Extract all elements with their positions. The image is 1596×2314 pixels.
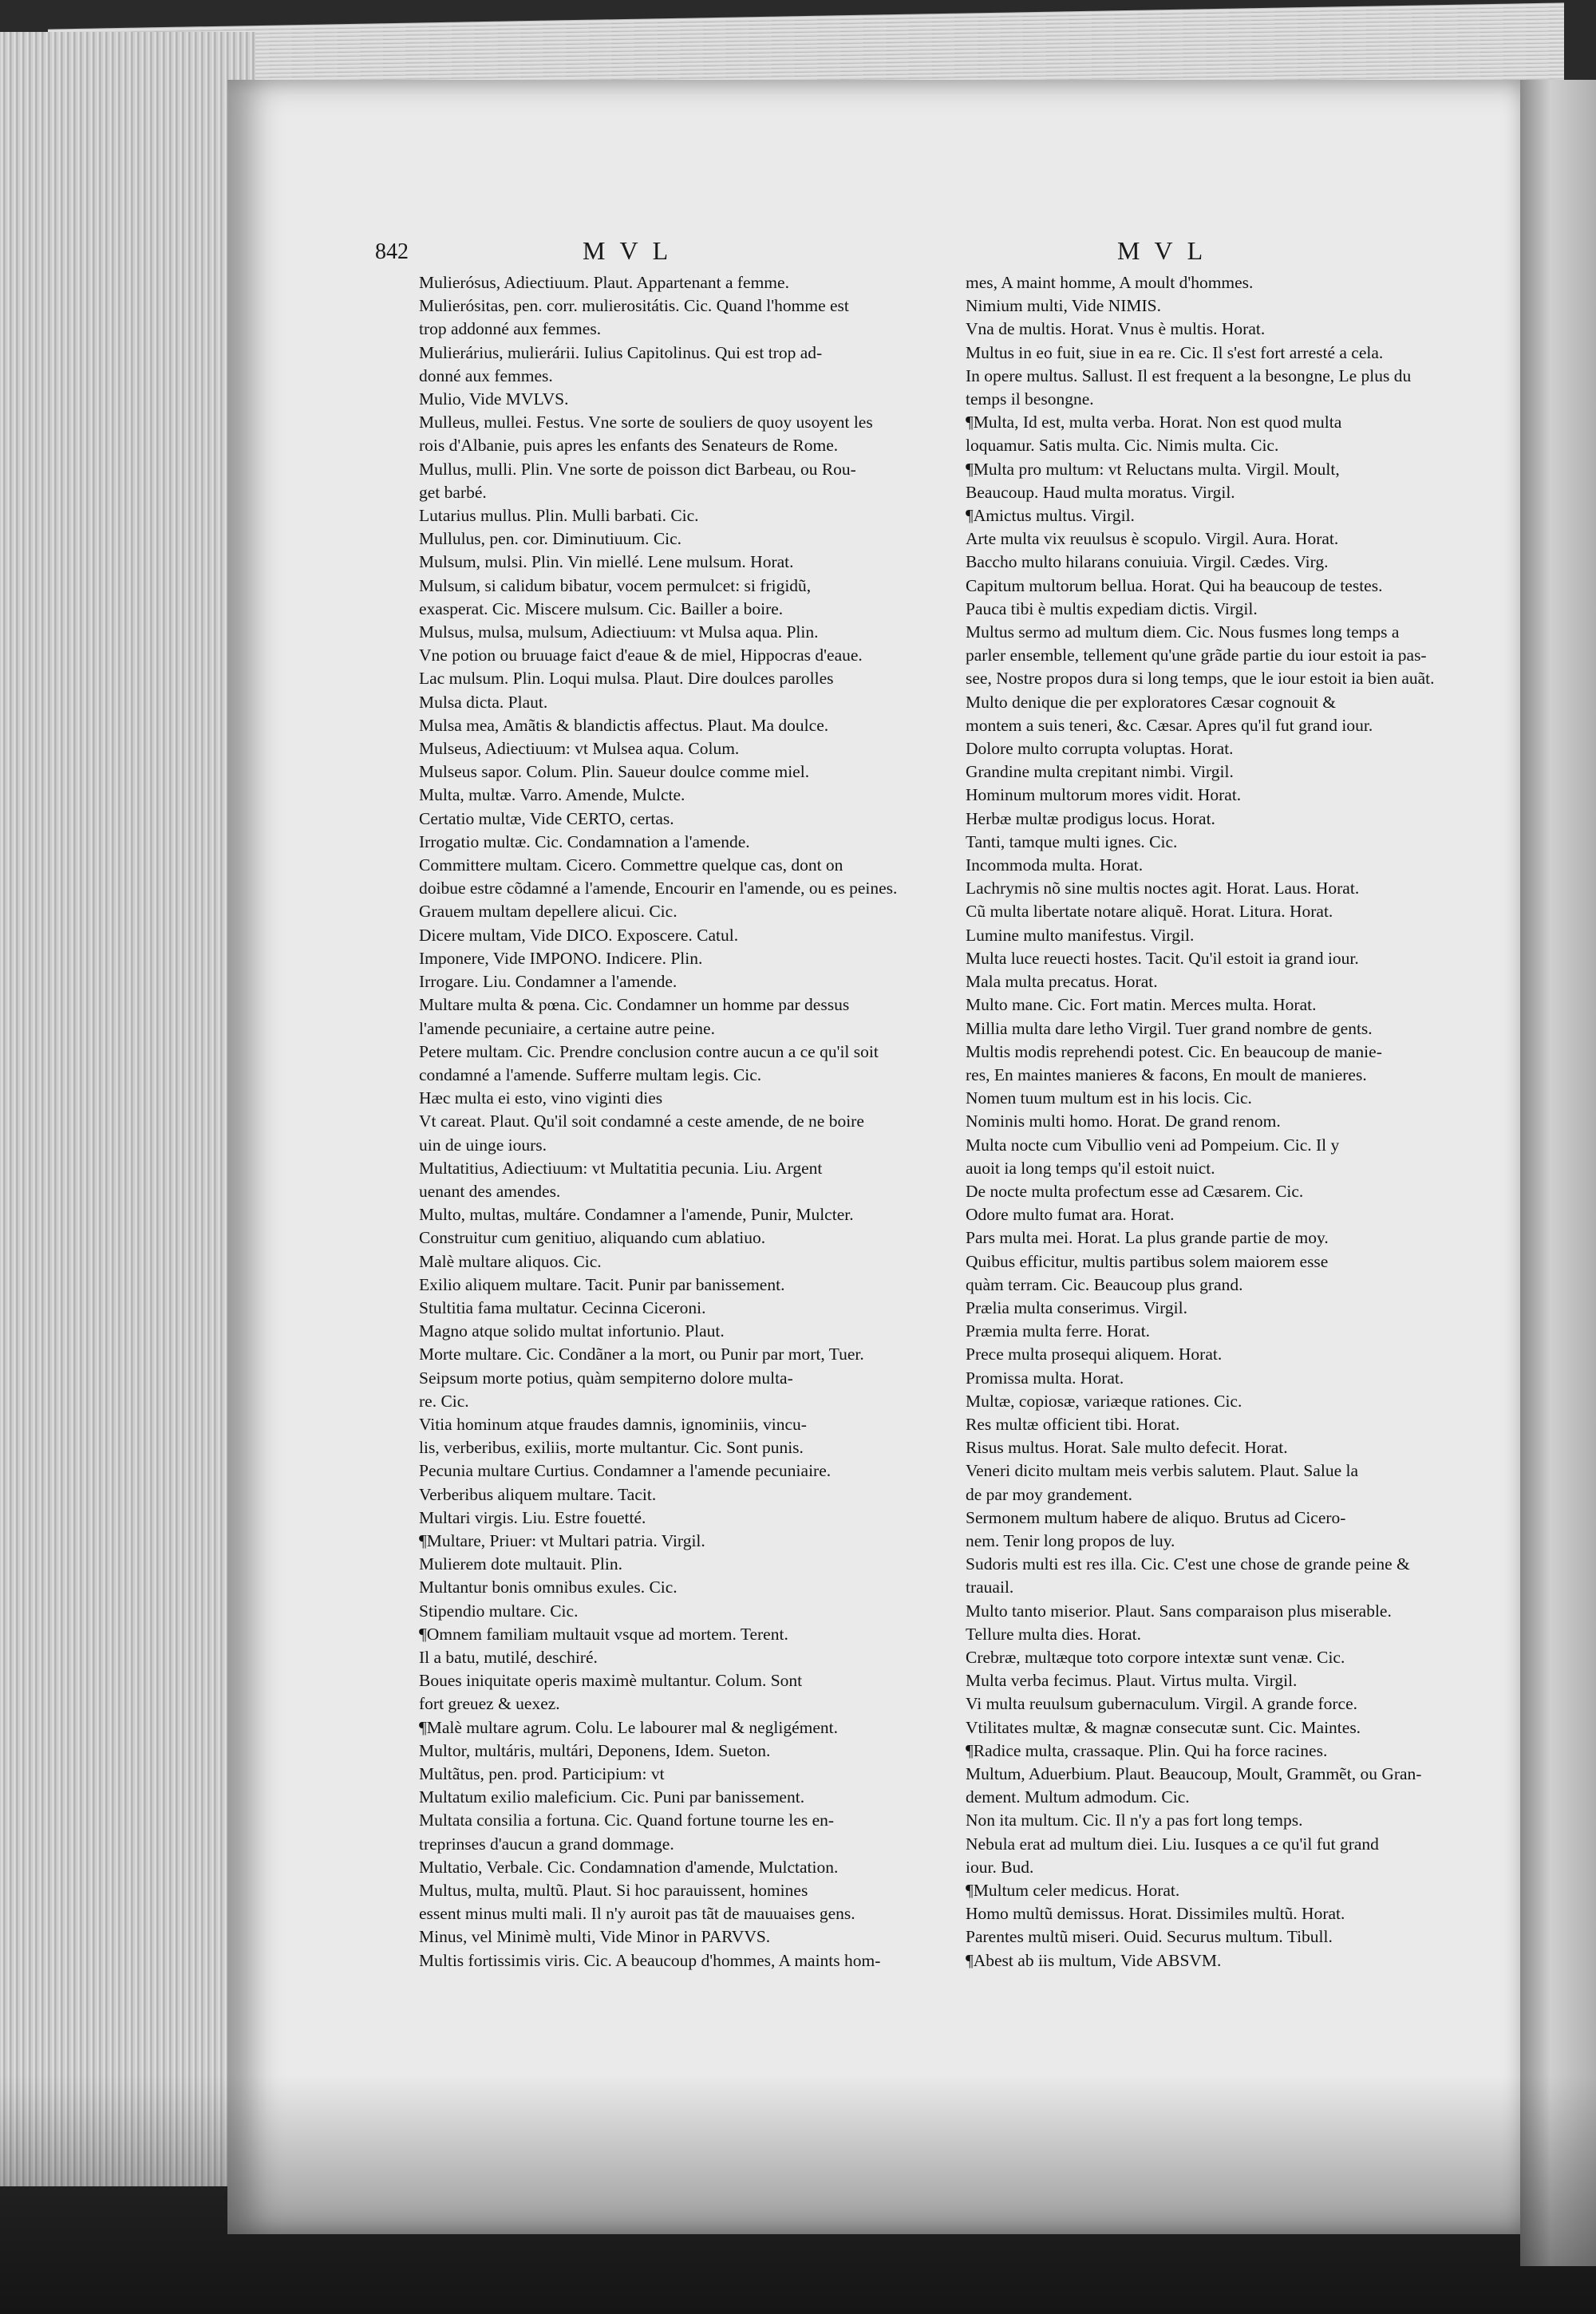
dictionary-line: Morte multare. Cic. Condãner a la mort, ou Punir par mort, Tuer. — [419, 1345, 864, 1364]
dictionary-line: Mulierósitas, pen. corr. mulierositátis. Cic. Quand l'homme est — [419, 296, 849, 316]
dictionary-line: Multa nocte cum Vibullio veni ad Pompeium. Cic. Il y — [966, 1135, 1340, 1155]
dictionary-line: Seipsum morte potius, quàm sempiterno dolore multa- — [419, 1368, 793, 1388]
dictionary-line: Multis fortissimis viris. Cic. A beaucoup d'hommes, A maints hom- — [419, 1950, 881, 1970]
dictionary-line: treprinses d'aucun a grand dommage. — [419, 1834, 674, 1854]
dictionary-line: Homo multũ demissus. Horat. Dissimiles multũ. Horat. — [966, 1904, 1345, 1924]
dictionary-line: condamné a l'amende. Sufferre multam legis. Cic. — [419, 1064, 762, 1084]
dictionary-line: De nocte multa profectum esse ad Cæsarem. Cic. — [966, 1181, 1304, 1201]
dictionary-line: Herbæ multæ prodigus locus. Horat. — [966, 808, 1215, 828]
dictionary-line: fort greuez & uexez. — [419, 1694, 560, 1714]
dictionary-line: Mulsus, mulsa, mulsum, Adiectiuum: vt Mulsa aqua. Plin. — [419, 622, 819, 642]
dictionary-line: doibue estre cõdamné a l'amende, Encourir en l'amende, ou es peines. — [419, 879, 898, 898]
dictionary-line: ¶Multare, Priuer: vt Multari patria. Virgil. — [419, 1530, 705, 1550]
dictionary-line: Lachrymis nõ sine multis noctes agit. Horat. Laus. Horat. — [966, 879, 1360, 898]
dictionary-line: ¶Amictus multus. Virgil. — [966, 506, 1135, 526]
dictionary-line: Boues iniquitate operis maximè multantur. Colum. Sont — [419, 1671, 803, 1691]
dictionary-line: Multus, multa, multũ. Plaut. Si hoc parauissent, homines — [419, 1881, 808, 1901]
dictionary-line: Construitur cum genitiuo, aliquando cum ablatiuo. — [419, 1228, 766, 1248]
dictionary-line: re. Cic. — [419, 1391, 469, 1411]
dictionary-line: Multus sermo ad multum diem. Cic. Nous fusmes long temps a — [966, 622, 1400, 642]
dictionary-line: Pars multa mei. Horat. La plus grande partie de moy. — [966, 1228, 1329, 1248]
dictionary-line: Parentes multũ miseri. Ouid. Securus multum. Tibull. — [966, 1927, 1333, 1947]
dictionary-line: Irrogare. Liu. Condamner a l'amende. — [419, 972, 678, 992]
dictionary-line: dement. Multum admodum. Cic. — [966, 1787, 1190, 1807]
dictionary-line: Capitum multorum bellua. Horat. Qui ha beaucoup de testes. — [966, 575, 1383, 595]
book-page-edges — [0, 32, 255, 2186]
dictionary-line: Mulsa dicta. Plaut. — [419, 692, 548, 712]
bottom-shadow — [0, 2075, 1596, 2314]
dictionary-line: Multo, multas, multáre. Condamner a l'amende, Punir, Mulcter. — [419, 1205, 854, 1225]
dictionary-line: Cũ multa libertate notare aliquẽ. Horat. Litura. Horat. — [966, 902, 1333, 922]
dictionary-line: Promissa multa. Horat. — [966, 1368, 1124, 1388]
dictionary-line: Minus, vel Minimè multi, Vide Minor in PARVVS. — [419, 1927, 771, 1947]
dictionary-line: Crebræ, multæque toto corpore intextæ sunt venæ. Cic. — [966, 1647, 1345, 1667]
dictionary-line: Mulsum, mulsi. Plin. Vin miellé. Lene mulsum. Horat. — [419, 552, 794, 572]
dictionary-line: Multum, Aduerbium. Plaut. Beaucoup, Moult, Grammẽt, ou Gran- — [966, 1764, 1422, 1783]
dictionary-line: ¶Multa pro multum: vt Reluctans multa. Virgil. Moult, — [966, 459, 1340, 479]
dictionary-line: Mulsum, si calidum bibatur, vocem permulcet: si frigidũ, — [419, 575, 812, 595]
dictionary-line: Multæ, copiosæ, variæque rationes. Cic. — [966, 1391, 1242, 1411]
running-head-right: MVL — [1117, 236, 1218, 265]
dictionary-line: Multus in eo fuit, siue in ea re. Cic. Il s'est fort arresté a cela. — [966, 342, 1384, 362]
dictionary-line: Pecunia multare Curtius. Condamner a l'amende pecuniaire. — [419, 1461, 832, 1481]
running-head-left: MVL — [583, 236, 683, 265]
dictionary-line: Dicere multam, Vide DICO. Exposcere. Catul. — [419, 925, 739, 945]
dictionary-line: ¶Omnem familiam multauit vsque ad mortem. Terent. — [419, 1624, 788, 1644]
dictionary-line: see, Nostre propos dura si long temps, que le iour estoit ia bien auãt. — [966, 669, 1435, 689]
dictionary-line: montem a suis teneri, &c. Cæsar. Apres qu'il fut grand iour. — [966, 715, 1373, 735]
dictionary-line: Malè multare aliquos. Cic. — [419, 1251, 602, 1271]
dictionary-line: Mulseus sapor. Colum. Plin. Saueur doulce comme miel. — [419, 762, 810, 782]
right-column — [966, 271, 1468, 1972]
dictionary-line: Petere multam. Cic. Prendre conclusion contre aucun a ce qu'il soit — [419, 1041, 879, 1061]
dictionary-line: ¶Malè multare agrum. Colu. Le labourer mal & negligément. — [419, 1717, 838, 1737]
dictionary-line: donné aux femmes. — [419, 365, 553, 385]
dictionary-line: Vi multa reuulsum gubernaculum. Virgil. A grande force. — [966, 1694, 1358, 1714]
dictionary-line: Stipendio multare. Cic. — [419, 1601, 579, 1621]
dictionary-line: parler ensemble, tellement qu'une grãde partie du iour estoit ia pas- — [966, 646, 1427, 665]
dictionary-line: temps il besongne. — [966, 389, 1094, 409]
dictionary-line: Nominis multi homo. Horat. De grand renom. — [966, 1112, 1281, 1131]
dictionary-line: Quibus efficitur, multis partibus solem maiorem esse — [966, 1251, 1329, 1271]
dictionary-line: Nomen tuum multum est in his locis. Cic. — [966, 1088, 1252, 1108]
dictionary-line: mes, A maint homme, A moult d'hommes. — [966, 273, 1254, 292]
dictionary-line: trauail. — [966, 1578, 1014, 1597]
dictionary-line: l'amende pecuniaire, a certaine autre peine. — [419, 1018, 715, 1038]
dictionary-line: Multari virgis. Liu. Estre fouetté. — [419, 1507, 646, 1527]
dictionary-line: Mullulus, pen. cor. Diminutiuum. Cic. — [419, 529, 682, 549]
page-number: 842 — [375, 239, 409, 264]
dictionary-line: Committere multam. Cicero. Commettre quelque cas, dont on — [419, 855, 843, 875]
dictionary-line: Sudoris multi est res illa. Cic. C'est une chose de grande peine & — [966, 1554, 1410, 1574]
dictionary-line: Dolore multo corrupta voluptas. Horat. — [966, 739, 1234, 759]
dictionary-line: Beaucoup. Haud multa moratus. Virgil. — [966, 482, 1235, 502]
dictionary-line: ¶Multum celer medicus. Horat. — [966, 1881, 1180, 1901]
dictionary-line: Hominum multorum mores vidit. Horat. — [966, 785, 1242, 805]
dictionary-line: Mulsa mea, Amãtis & blandictis affectus. Plaut. Ma doulce. — [419, 715, 829, 735]
dictionary-line: Multor, multáris, multári, Deponens, Idem. Sueton. — [419, 1740, 771, 1760]
dictionary-line: rois d'Albanie, puis apres les enfants des Senateurs de Rome. — [419, 436, 839, 456]
dictionary-line: Multatio, Verbale. Cic. Condamnation d'amende, Mulctation. — [419, 1857, 839, 1877]
dictionary-line: de par moy grandement. — [966, 1484, 1132, 1504]
dictionary-line: Mulseus, Adiectiuum: vt Mulsea aqua. Colum. — [419, 739, 740, 759]
dictionary-line: Mulleus, mullei. Festus. Vne sorte de souliers de quoy usoyent les — [419, 413, 873, 432]
left-column — [419, 271, 914, 1972]
dictionary-line: Multantur bonis omnibus exules. Cic. — [419, 1578, 678, 1597]
dictionary-line: Odore multo fumat ara. Horat. — [966, 1205, 1175, 1225]
dictionary-line: Nimium multi, Vide NIMIS. — [966, 296, 1161, 316]
dictionary-line: Certatio multæ, Vide CERTO, certas. — [419, 808, 674, 828]
dictionary-line: Nebula erat ad multum diei. Liu. Iusques a ce qu'il fut grand — [966, 1834, 1379, 1854]
dictionary-line: nem. Tenir long propos de luy. — [966, 1530, 1175, 1550]
dictionary-line: Veneri dicito multam meis verbis salutem. Plaut. Salue la — [966, 1461, 1359, 1481]
dictionary-line: Mulierem dote multauit. Plin. — [419, 1554, 622, 1574]
dictionary-line: Lumine multo manifestus. Virgil. — [966, 925, 1195, 945]
dictionary-line: Multãtus, pen. prod. Participium: vt — [419, 1764, 665, 1783]
facing-page-edge — [1520, 80, 1596, 2266]
dictionary-line: Incommoda multa. Horat. — [966, 855, 1144, 875]
dictionary-line: essent minus multi mali. Il n'y auroit pas tãt de mauuaises gens. — [419, 1904, 855, 1924]
dictionary-line: Imponere, Vide IMPONO. Indicere. Plin. — [419, 948, 703, 968]
dictionary-line: Arte multa vix reuulsus è scopulo. Virgil. Aura. Horat. — [966, 529, 1339, 549]
dictionary-line: Multa luce reuecti hostes. Tacit. Qu'il estoit ia grand iour. — [966, 948, 1359, 968]
dictionary-line: uenant des amendes. — [419, 1181, 561, 1201]
dictionary-line: Multatitius, Adiectiuum: vt Multatitia pecunia. Liu. Argent — [419, 1158, 823, 1178]
dictionary-line: Præmia multa ferre. Horat. — [966, 1321, 1151, 1341]
dictionary-line: Res multæ officient tibi. Horat. — [966, 1414, 1180, 1434]
dictionary-line: iour. Bud. — [966, 1857, 1034, 1877]
dictionary-line: Mulierósus, Adiectiuum. Plaut. Appartenant a femme. — [419, 273, 789, 292]
dictionary-line: Mulio, Vide MVLVS. — [419, 389, 569, 409]
dictionary-line: Grandine multa crepitant nimbi. Virgil. — [966, 762, 1234, 782]
dictionary-line: Multa, multæ. Varro. Amende, Mulcte. — [419, 785, 685, 805]
dictionary-line: Millia multa dare letho Virgil. Tuer grand nombre de gents. — [966, 1018, 1373, 1038]
dictionary-line: Grauem multam depellere alicui. Cic. — [419, 902, 678, 922]
dictionary-line: quàm terram. Cic. Beaucoup plus grand. — [966, 1274, 1243, 1294]
dictionary-line: res, En maintes manieres & facons, En moult de manieres. — [966, 1064, 1367, 1084]
dictionary-line: Tanti, tamque multi ignes. Cic. — [966, 831, 1178, 851]
dictionary-line: exasperat. Cic. Miscere mulsum. Cic. Bailler a boire. — [419, 598, 784, 618]
dictionary-line: Hæc multa ei esto, vino viginti dies — [419, 1088, 663, 1108]
dictionary-line: Multa verba fecimus. Plaut. Virtus multa. Virgil. — [966, 1671, 1298, 1691]
dictionary-line: Stultitia fama multatur. Cecinna Ciceroni. — [419, 1297, 706, 1317]
dictionary-line: Magno atque solido multat infortunio. Plaut. — [419, 1321, 725, 1341]
dictionary-line: Lac mulsum. Plin. Loqui mulsa. Plaut. Dire doulces parolles — [419, 669, 834, 689]
dictionary-line: Mulierárius, mulierárii. Iulius Capitolinus. Qui est trop ad- — [419, 342, 823, 362]
dictionary-line: lis, verberibus, exiliis, morte multantur. Cic. Sont punis. — [419, 1438, 804, 1458]
dictionary-line: Multo denique die per exploratores Cæsar cognouit & — [966, 692, 1336, 712]
dictionary-line: Mala multa precatus. Horat. — [966, 972, 1158, 992]
dictionary-line: Verberibus aliquem multare. Tacit. — [419, 1484, 657, 1504]
dictionary-line: Multo mane. Cic. Fort matin. Merces multa. Horat. — [966, 995, 1317, 1015]
dictionary-line: Il a batu, mutilé, deschiré. — [419, 1647, 598, 1667]
dictionary-line: Tellure multa dies. Horat. — [966, 1624, 1141, 1644]
dictionary-line: In opere multus. Sallust. Il est frequent a la besongne, Le plus du — [966, 365, 1412, 385]
dictionary-line: Vne potion ou bruuage faict d'eaue & de miel, Hippocras d'eaue. — [419, 646, 863, 665]
dictionary-line: ¶Abest ab iis multum, Vide ABSVM. — [966, 1950, 1222, 1970]
dictionary-line: trop addonné aux femmes. — [419, 319, 602, 339]
dictionary-line: ¶Multa, Id est, multa verba. Horat. Non est quod multa — [966, 413, 1342, 432]
dictionary-line: Irrogatio multæ. Cic. Condamnation a l'amende. — [419, 831, 750, 851]
dictionary-line: get barbé. — [419, 482, 487, 502]
dictionary-line: Risus multus. Horat. Sale multo defecit. Horat. — [966, 1438, 1288, 1458]
dictionary-line: Lutarius mullus. Plin. Mulli barbati. Cic. — [419, 506, 699, 526]
dictionary-line: Vt careat. Plaut. Qu'il soit condamné a ceste amende, de ne boire — [419, 1112, 864, 1131]
dictionary-line: ¶Radice multa, crassaque. Plin. Qui ha force racines. — [966, 1740, 1328, 1760]
dictionary-line: Pauca tibi è multis expediam dictis. Virgil. — [966, 598, 1258, 618]
dictionary-line: Multata consilia a fortuna. Cic. Quand fortune tourne les en- — [419, 1811, 835, 1830]
dictionary-line: Non ita multum. Cic. Il n'y a pas fort long temps. — [966, 1811, 1303, 1830]
dictionary-line: Prælia multa conserimus. Virgil. — [966, 1297, 1187, 1317]
dictionary-line: Exilio aliquem multare. Tacit. Punir par banissement. — [419, 1274, 785, 1294]
dictionary-line: Vna de multis. Horat. Vnus è multis. Horat. — [966, 319, 1266, 339]
dictionary-line: uin de uinge iours. — [419, 1135, 547, 1155]
dictionary-line: Sermonem multum habere de aliquo. Brutus ad Cicero- — [966, 1507, 1346, 1527]
dictionary-line: loquamur. Satis multa. Cic. Nimis multa. Cic. — [966, 436, 1279, 456]
dictionary-line: Baccho multo hilarans conuiuia. Virgil. Cædes. Virg. — [966, 552, 1329, 572]
dictionary-line: Multatum exilio maleficium. Cic. Puni par banissement. — [419, 1787, 805, 1807]
dictionary-line: Vtilitates multæ, & magnæ consecutæ sunt. Cic. Maintes. — [966, 1717, 1361, 1737]
dictionary-line: Multis modis reprehendi potest. Cic. En beaucoup de manie- — [966, 1041, 1382, 1061]
dictionary-line: Vitia hominum atque fraudes damnis, ignominiis, vincu- — [419, 1414, 807, 1434]
dictionary-line: auoit ia long temps qu'il estoit nuict. — [966, 1158, 1215, 1178]
dictionary-line: Mullus, mulli. Plin. Vne sorte de poisson dict Barbeau, ou Rou- — [419, 459, 856, 479]
dictionary-line: Multare multa & pœna. Cic. Condamner un homme par dessus — [419, 995, 850, 1015]
dictionary-line: Multo tanto miserior. Plaut. Sans comparaison plus miserable. — [966, 1601, 1392, 1621]
dictionary-line: Prece multa prosequi aliquem. Horat. — [966, 1345, 1223, 1364]
